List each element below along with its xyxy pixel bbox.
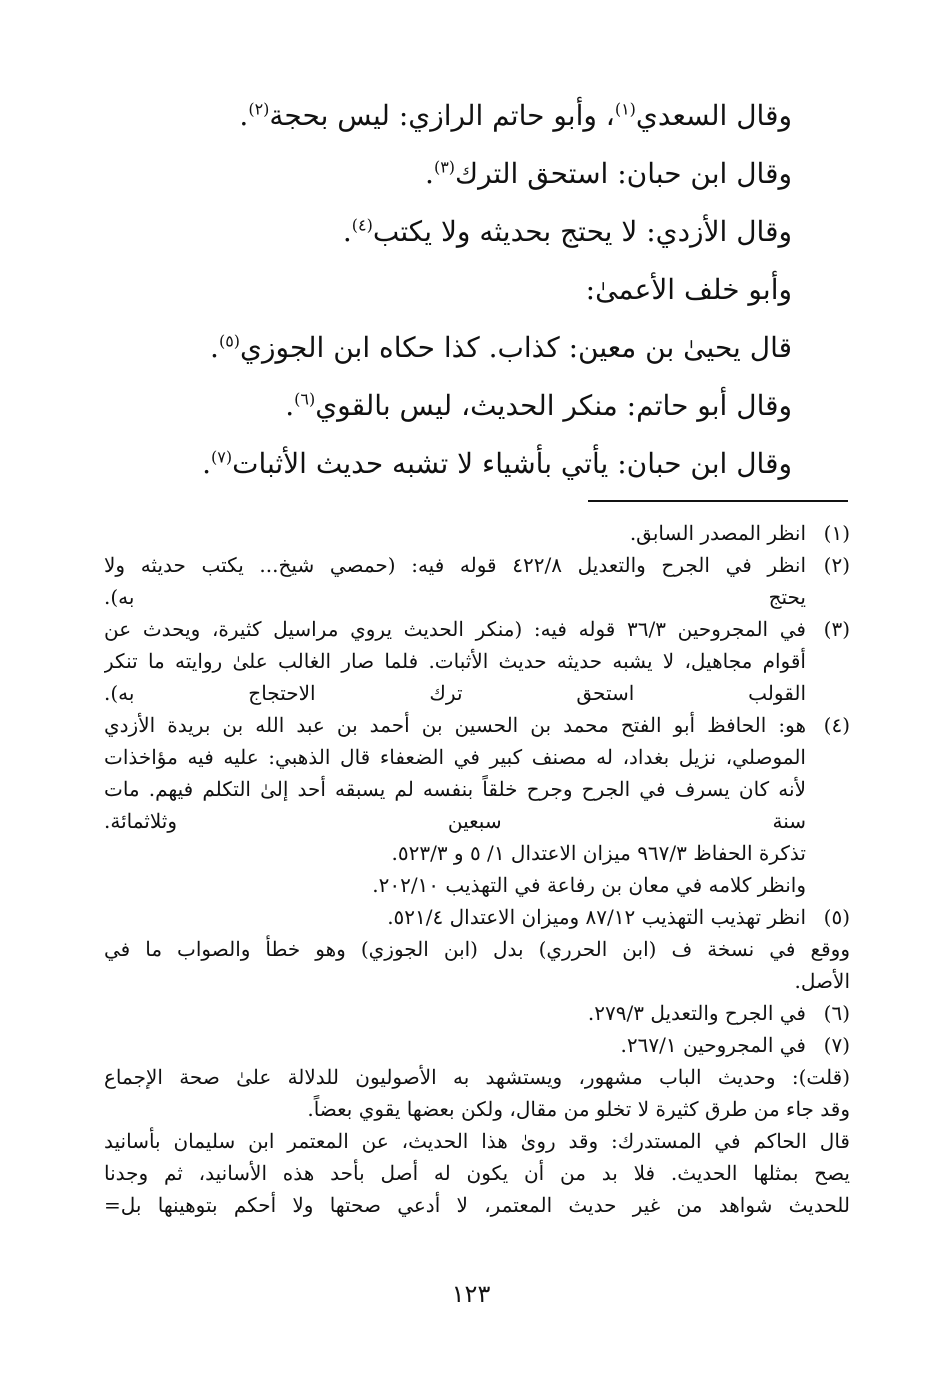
footnote-line: وقد جاء من طرق كثيرة لا تخلو من مقال، ولكن بعضها يقوي بعضاً. xyxy=(307,1097,850,1121)
footnote-line: الأصل. xyxy=(794,969,850,993)
footnote-line: لأنه كان يسرف في الجرح وجرح خلقاً بنفسه لم يسبقه أحد إلىٰ التكلم فيهم. مات xyxy=(104,777,806,801)
main-line-text: . xyxy=(202,447,211,480)
footnote-ref: (٥) xyxy=(218,331,241,351)
footnote-body xyxy=(104,613,806,709)
main-line-text: . xyxy=(210,331,219,364)
footnote-6 xyxy=(104,997,850,1029)
main-line xyxy=(172,440,792,498)
footnote-7 xyxy=(104,1029,850,1061)
footnote-line: ووقع في نسخة ف (ابن الحرري) بدل (ابن الجوزي) وهو خطأ والصواب ما في xyxy=(104,937,850,961)
main-line-text: قال يحيىٰ بن معين: كذاب. كذا حكاه ابن الجوزي xyxy=(240,331,792,364)
footnote-line: القولب استحق ترك الاحتجاج به). xyxy=(104,681,806,705)
footnote-body xyxy=(104,549,806,613)
footnote-line: الموصلي، نزيل بغداد، له مصنف كبير في الضعفاء قال الذهبي: عليه فيه مؤاخذات xyxy=(104,745,806,769)
footnote-ref: (٤) xyxy=(351,215,373,235)
footnote-line: قال الحاكم في المستدرك: وقد روىٰ هذا الحديث، عن المعتمر ابن سليمان بأسانيد xyxy=(104,1129,850,1153)
footnote-line: يصح بمثلها الحديث. فلا بد من أن يكون له أصل بأحد هذه الأسانيد، ثم وجدنا xyxy=(104,1161,850,1185)
footnote-line: تذكرة الحفاظ ٩٦٧/٣ ميزان الاعتدال ١/ ٥ و ٥٢٣/٣. xyxy=(391,841,806,865)
footnote-body xyxy=(104,1029,806,1061)
footnote-ref: (٧) xyxy=(210,447,233,467)
footnote-line: أقوام مجاهيل، لا يشبه حديثه حديث الأثبات. فلما صار الغالب علىٰ روايته ما تنكر xyxy=(104,649,806,673)
footnote-separator xyxy=(588,500,848,502)
main-line-text: وقال ابن حبان: يأتي بأشياء لا تشبه حديث الأثبات xyxy=(232,447,792,480)
main-line xyxy=(172,150,792,208)
footnote-body xyxy=(104,709,806,837)
footnote-body xyxy=(104,901,806,933)
main-line-text: . xyxy=(425,157,434,190)
footnote-line: في المجروحين ٢٦٧/١. xyxy=(620,1033,806,1057)
footnote-body xyxy=(104,997,806,1029)
footnote-number: (٧) xyxy=(823,1033,850,1057)
main-line xyxy=(172,324,792,382)
footnote-number: (٥) xyxy=(823,905,850,929)
footnote-body xyxy=(104,517,806,549)
main-line-text: . xyxy=(239,99,249,132)
footnote-line: انظر المصدر السابق. xyxy=(629,521,806,545)
main-line xyxy=(172,382,792,440)
footnote-ref: (٣) xyxy=(433,157,456,177)
footnote-number: (٤) xyxy=(823,713,850,737)
footnote-3 xyxy=(104,613,850,709)
footnote-4-references xyxy=(104,837,850,901)
footnote-line: سنة سبعين وثلاثمائة. xyxy=(104,809,806,833)
footnotes xyxy=(104,517,850,1221)
footnote-number: (١) xyxy=(823,521,850,545)
footnote-line: في المجروحين ٣٦/٣ قوله فيه: (منكر الحديث يروي مراسيل كثيرة، ويحدث عن xyxy=(104,617,806,641)
footnote-line: وانظر كلامه في معان بن رفاعة في التهذيب ٢٠٢/١٠. xyxy=(372,873,806,897)
note-hakim xyxy=(104,1125,850,1221)
main-text xyxy=(172,92,792,498)
footnote-line: يحتج به). xyxy=(104,585,806,609)
footnote-5 xyxy=(104,901,850,933)
footnote-5-note xyxy=(104,933,850,997)
footnote-number: (٢) xyxy=(823,553,850,577)
footnote-line: انظر تهذيب التهذيب ٨٧/١٢ وميزان الاعتدال ٥٢١/٤. xyxy=(387,905,806,929)
main-line-text: . xyxy=(342,215,352,248)
footnote-line: (قلت): وحديث الباب مشهور، ويستشهد به الأصوليون للدلالة علىٰ صحة الإجماع xyxy=(104,1065,850,1089)
note-qult xyxy=(104,1061,850,1125)
footnote-ref: (٦) xyxy=(294,389,316,409)
main-line xyxy=(172,208,792,266)
main-line-text: . xyxy=(285,389,295,422)
main-line xyxy=(172,92,792,150)
footnote-4 xyxy=(104,709,850,837)
main-line-text: ، وأبو حاتم الرازي: ليس بحجة xyxy=(269,99,615,132)
footnote-ref: (١) xyxy=(614,99,636,119)
footnote-number: (٦) xyxy=(823,1001,850,1025)
main-line xyxy=(172,266,792,324)
main-line-text: وقال أبو حاتم: منكر الحديث، ليس بالقوي xyxy=(315,389,792,422)
footnote-1 xyxy=(104,517,850,549)
footnote-number: (٣) xyxy=(823,617,850,641)
main-line-text: وقال الأزدي: لا يحتج بحديثه ولا يكتب xyxy=(372,215,792,248)
main-line-text: وقال السعدي xyxy=(635,99,792,132)
footnote-line: في الجرح والتعديل ٢٧٩/٣. xyxy=(587,1001,806,1025)
footnote-ref: (٢) xyxy=(248,99,270,119)
footnote-2 xyxy=(104,549,850,613)
footnote-line: هو: الحافظ أبو الفتح محمد بن الحسين بن أحمد بن عبد الله بن بريدة الأزدي xyxy=(104,713,806,737)
footnote-line: للحديث شواهد من غير حديث المعتمر، لا أدعي صحتها ولا أحكم بتوهينها بل= xyxy=(104,1193,850,1217)
main-line-text: وأبو خلف الأعمىٰ: xyxy=(585,273,792,306)
footnote-line: انظر في الجرح والتعديل ٤٢٢/٨ قوله فيه: (حمصي شيخ... يكتب حديثه ولا xyxy=(104,553,806,577)
page-number: ١٢٣ xyxy=(451,1280,491,1308)
main-line-text: وقال ابن حبان: استحق الترك xyxy=(455,157,792,190)
